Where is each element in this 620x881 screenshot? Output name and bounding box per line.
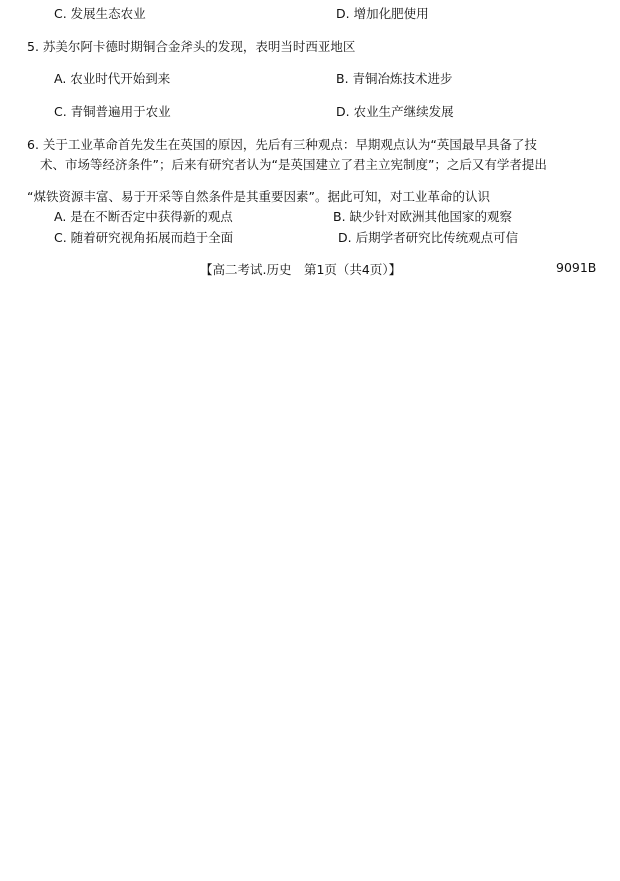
q5-option-c: C. 青铜普遍用于农业 — [54, 104, 171, 119]
q6-option-c: C. 随着研究视角拓展而趋于全面 — [54, 230, 234, 245]
q6-stem-line-1: 6. 关于工业革命首先发生在英国的原因，先后有三种观点：早期观点认为“英国最早具备了技 — [27, 137, 537, 152]
q5-option-b: B. 青铜冶炼技术进步 — [336, 71, 453, 86]
q5-stem: 5. 苏美尔阿卡德时期铜合金斧头的发现，表明当时西亚地区 — [27, 39, 356, 54]
q4-option-d: D. 增加化肥使用 — [336, 6, 429, 21]
paper-code: 9091B — [556, 260, 597, 275]
q6-option-b: B. 缺少针对欧洲其他国家的观察 — [333, 209, 513, 224]
q4-option-c: C. 发展生态农业 — [54, 6, 146, 21]
q6-option-d: D. 后期学者研究比传统观点可信 — [338, 230, 519, 245]
q6-option-a: A. 是在不断否定中获得新的观点 — [54, 209, 233, 224]
q6-stem-line-3: “煤铁资源丰富、易于开采等自然条件是其重要因素”。据此可知，对工业革命的认识 — [27, 189, 490, 204]
q5-option-a: A. 农业时代开始到来 — [54, 71, 171, 86]
q6-stem-line-2: 术、市场等经济条件”；后来有研究者认为“是英国建立了君主立宪制度”；之后又有学者提出 — [40, 157, 547, 172]
page-footer: 【高二考试.历史 第1页（共4页）】 — [200, 262, 402, 277]
q5-option-d: D. 农业生产继续发展 — [336, 104, 454, 119]
